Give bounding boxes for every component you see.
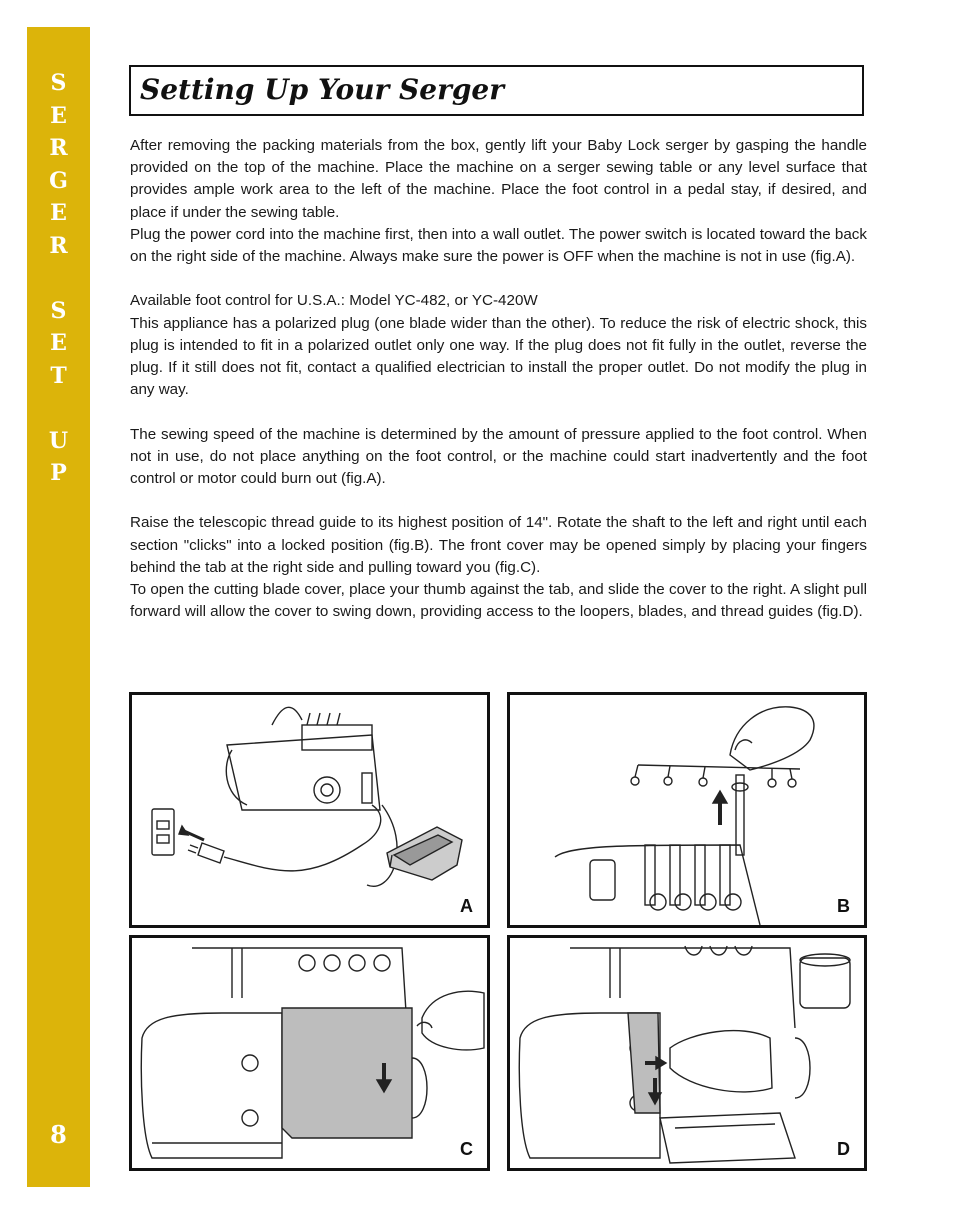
side-letter: R (49, 135, 68, 161)
paragraph: The sewing speed of the machine is determined by the amount of pressure applied to the foot control. When not in use, do not place anything on the foot control, or the machine could start inadvertently and the foot control or motor could burn out (fig.A). (130, 425, 867, 488)
figure-b-label: B (837, 896, 850, 916)
paragraph: To open the cutting blade cover, place your thumb against the tab, and slide the cover to the right. A slight pull forward will allow the cover to swing down, providing access to the loopers, blades, and thread guides (fig.D). (130, 581, 867, 621)
figure-d-label: D (837, 1139, 850, 1159)
figure-c-illustration (132, 938, 487, 1168)
paragraph: Raise the telescopic thread guide to its highest position of 14". Rotate the shaft to the left and right until each section "clicks" into a locked position (fig.B). The front cover may be opened simply by placing your fingers behind the tab at the right side and pulling toward you (fig.C). (130, 514, 867, 576)
side-letter: E (50, 200, 67, 226)
figure-c (129, 935, 490, 1171)
figure-a (129, 692, 490, 928)
side-letter: E (50, 330, 67, 356)
figure-a-label: A (460, 896, 473, 916)
figure-c-label: C (460, 1139, 473, 1159)
side-letter: G (49, 167, 68, 194)
side-letter: P (50, 460, 67, 486)
side-tab (27, 27, 90, 1187)
side-letter: S (50, 70, 67, 96)
figure-b (507, 692, 867, 928)
side-tab-letters (27, 67, 90, 490)
figure-b-illustration (510, 695, 864, 925)
page-number: 8 (50, 1120, 67, 1149)
title-box (129, 65, 864, 116)
paragraph: This appliance has a polarized plug (one blade wider than the other). To reduce the risk of electric shock, this plug is intended to fit in a polarized outlet only one way. If the plug does not fit fully in the outlet, reverse the plug. If it still does not fit, contact a qualified electrician to install the proper outlet. Do not modify the plug in any way. (130, 314, 867, 399)
side-letter: R (49, 232, 68, 259)
page-title: Setting Up Your Serger (140, 73, 504, 106)
figure-a-illustration (132, 695, 487, 925)
side-letter: U (48, 427, 69, 454)
side-letter: E (50, 102, 67, 129)
paragraph: Available foot control for U.S.A.: Model YC-482, or YC-420W (130, 292, 538, 310)
figure-d-illustration (510, 938, 864, 1168)
figure-d (507, 935, 867, 1171)
side-letter: T (50, 362, 67, 389)
body-text (130, 135, 867, 623)
paragraph: Plug the power cord into the machine first, then into a wall outlet. The power switch is located toward the back on the right side of the machine. Always make sure the power is OFF when the machine is not in use (fig.A). (130, 225, 867, 266)
side-letter: S (50, 297, 67, 324)
side-letter (27, 392, 90, 425)
side-letter (27, 262, 90, 295)
paragraph: After removing the packing materials from the box, gently lift your Baby Lock serger by gasping the handle provided on the top of the machine. Place the machine on a serger sewing table or any level surface that provides ample work area to the left of the machine. Place the foot control in a pedal stay, if desired, and place if under the sewing table. (130, 137, 867, 221)
